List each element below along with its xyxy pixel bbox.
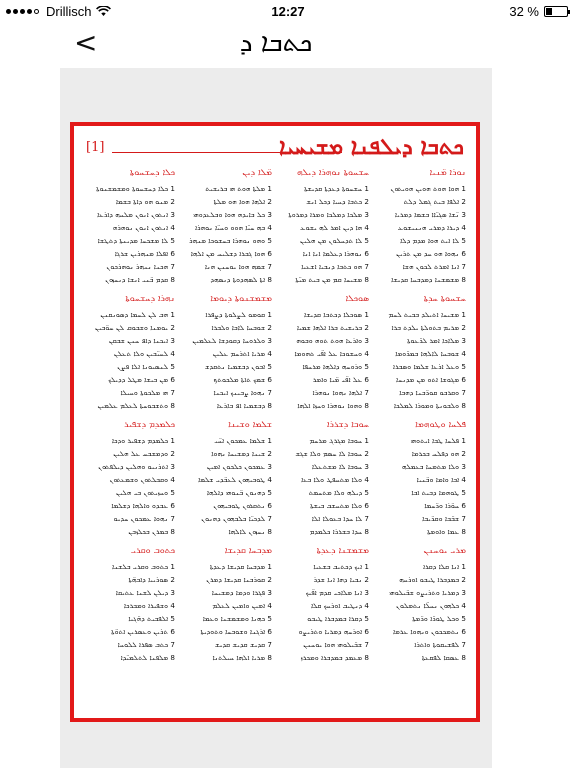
section-entry: 2 ܟܬܒܐ ܕܚܝܐ ܕܟܠ ܐܢܫ (306, 197, 369, 206)
section-entry: 6 ܚܘ̈ܪܐ ܘܪ̈ܚܡܐ (424, 501, 466, 510)
section-entry: 5 ܘܚܙܝܬܘܢ ܒܝ ܗܠܝܢ (115, 488, 175, 497)
section-entry: 2 ܣܘܪܝܝܐ ܕܐܒܗ̈ܬܐ (128, 575, 175, 584)
section-entry: 4 ܘܠܐ ܡܬܚܦܛ ܘܠܐ ܒܥܐ (301, 475, 369, 484)
section-entry: 7 ܗܟܢܐ ܢܢܗܪ ܢܘܗܪܟܘܢ (106, 262, 175, 271)
section-entry: 3 ܚܘܒܐ ܠܐ ܡܫܬܥܠܐ (311, 462, 369, 471)
battery-icon (544, 6, 568, 17)
section-entry: 8 ܢܚܙܘܢ ܠܐܠܗܐ (228, 527, 272, 536)
section-entry: 1 ܩܘܡܘ ܠܨܠܘܬܐ ܕܨܦܪܐ (205, 310, 272, 319)
section-title: ܣܘܟܠܐ (345, 294, 369, 304)
section-entry: 1 ܡܫܝܚܐ ܐܬܝܠܕ ܒܒܝܬ ܠܚܡ (388, 310, 466, 319)
section (181, 166, 272, 286)
section-entry: 4 ܒܗ ܚܝ̈ܐ ܗܘܘ ܘܚܝ̈ܐ ܢܘܗܪܐ (195, 223, 272, 232)
section-entry: 3 ܕܝܠܢ ܠܫܢܐ ܥܬܝܩܐ (115, 588, 175, 597)
section-entry: 6 ܘܠܐ ܡܬܚܫܒ ܒܝܫܬܐ (310, 501, 369, 510)
section-entry: 3 ܐܬܪܢܝܘ ܘܗܠܝܢ ܕܝܠܦܬܘܢ (98, 462, 175, 471)
section-entry: 4 ܕܝܪܐ ܕܡܪܝ ܗܢܢܝܫܘܥ (397, 223, 466, 232)
section-entry: 2 ܒܡܕܒܪܐ ܛܝܒܘ ܐܘܪܚܗ (399, 575, 466, 584)
section-entry: 7 ܐܢܐ ܐܡܪܬ ܠܟܘܢ ܗܫܐ (402, 262, 466, 271)
section-entry: 1 ܟܠܐ ܕܚܫܚܘܬܐ ܘܡܫܡܫܢܘܬܐ (96, 184, 175, 193)
section-entry: 7 ܫܒ̈ܝܠܘܗܝ ܗܘܐ ܝܘܚܢܢ (303, 640, 369, 649)
section-entry: 1 ܟܠܡܕܡ ܕܫܦܝܪ ܘܕܟܐ (111, 436, 175, 445)
section-entry: 7 ܫܒ̈ܒܐ ܘܩܪ̈ܝܒܐ (422, 514, 466, 523)
page-header (78, 130, 472, 166)
section-entry: 5 ܠܐ ܬܕܚܠܘܢ ܡܢ ܗܠܝܢ (300, 236, 369, 245)
section-title: ܟܠܡܕܡ ܕܫܦܝܪ (124, 420, 175, 430)
section-entry: 8 ܩܕܡ ܒ̈ܢܝ ܐܢܫܐ ܕܢܚܙܘܢ (105, 275, 175, 284)
section (181, 418, 272, 538)
section (375, 292, 466, 412)
section-entry: 8 ܥܣܩܐ ܠܦܩܥܬܐ (421, 653, 466, 662)
section-entry: 1 ܐܢܐ ܩܠܐ ܕܩܪܐ (423, 562, 466, 571)
section-entry: 3 ܦܓܪܐ ܘܕܡܐ ܕܡܫܝܚܐ (211, 588, 272, 597)
section-entry: 5 ܛܘܗܡܐ ܕܒܝܬ ܐܒܐ (411, 488, 466, 497)
section-entry: 3 ܡܠܐܟܐ ܐܡܪ ܠܪ̈ܥܘܬܐ (407, 336, 466, 345)
section-entry: 4 ܠܚܝ̈ܒܝܢ ܘܠܐ ܬܥܠܢ (113, 349, 175, 358)
section-entry: 1 ܐܝܟ ܕܟܬܝܒ ܒܫܥܝܐ (313, 562, 369, 571)
section-entry: 7 ܠܦܫܝܩܘܬܐ ܘܐܬܪܐ (414, 640, 466, 649)
section-entry: 8 ܘܗܘܐ ܢܘܗܪܐ ܘܚܙܐ ܐܠܗܐ (297, 401, 369, 410)
section (181, 292, 272, 412)
section-entry: 6 ܐܦܠܐ ܡܢܗܪܝܢ ܫܪܓܐ (114, 249, 175, 258)
section-entry: 4 ܫܘܒܚܐ ܠܐܠܗܐ ܒܡܪ̈ܘܡܐ (395, 349, 466, 358)
section-entry: 1 ܦܠܚܐ ܛܒܐ ܐܝܬܘܗܝ (410, 436, 466, 445)
section-entry: 6 ܬܪܝܢ ܘܥܣܪܝܢ ܐܬܘ̈ܬܐ (111, 627, 175, 636)
section-entry: 5 ܘܟܠ ܛܘܪ̈ܐ ܘܪ̈ܡܬܐ (412, 614, 466, 623)
section-entry: 6 ܐܘܪܚܗ ܕܡܪܝܐ ܘܬܪܝܨܘ (298, 627, 369, 636)
section-entry: 7 ܠܕܟܝ̈ܐ ܒܠܒܗܘܢ ܕܗܢܘܢ (201, 514, 272, 523)
section-entry: 8 ܐܬܐ ܠܣܗܕܘܬܐ ܕܢܣܗܕ (210, 275, 272, 284)
section-entry: 1 ܗܘܐ ܗܘܬ ܗܘܝܢ ܗܘܝܬܘܢ (390, 184, 466, 193)
section-entry: 3 ܕܡܪܝܐ ܘܬܪܝܨܘ ܫܒ̈ܝܠܘܗܝ (389, 588, 466, 597)
section-title: ܡܫܡܫܢܘܬܐ ܕܝܘܡܐ (210, 294, 272, 304)
section-entry: 5 ܕܩܪܐ ܒܡܕܒܪܐ ܛܝܒܘ (307, 614, 369, 623)
section-entry: 7 ܢܗܘܐ ܥܡܟܘܢ ܚܕܝܘ (113, 514, 175, 523)
section-entry: 4 ܘܚܫܘܟܐ ܥܠ ܐܦ̈ܝ ܬܗܘܡܐ (294, 349, 369, 358)
section (181, 544, 272, 664)
section-entry: 1 ܟܬܘܒ ܘܩܪܝ ܒܠܫܢܐ (111, 562, 175, 571)
section-entry: 5 ܘܥܠ ܐܪܥܐ ܫܠܡܐ ܘܣܒܪܐ (393, 362, 466, 371)
section-entry: 4 ܗܐ ܕܝܢ ܐܡܪ ܠܗ ܝܫܘܥ (300, 223, 369, 232)
section-entry: 2 ܡܪܝܡ ܒܬܘܠܬܐ ܝܠܕܬ ܒܪܐ (391, 323, 466, 332)
section-entry: 4 ܘܩܒܠܬܘܢ ܘܫܡܥܬܘܢ (109, 475, 175, 484)
page-title: ܟܬܒܐ ܕܝܠܦܢܐ ܡܫܝܚܝܐ (279, 134, 464, 160)
navigation-bar (60, 22, 492, 68)
section-entry: 8 ܒܡܪܢ ܒܟܠܙܒܢ (128, 527, 175, 536)
section-entry: 4 ܘܫܦܝܪܐ ܘܡܒܪܟܐ (123, 601, 175, 610)
battery-percent: 32 % (509, 4, 539, 19)
section-entry: 7 ܢܗܘܐ ܨܒܝܢܟ ܐܝܟܢܐ (213, 388, 272, 397)
section-entry: 3 ܟܠ ܒܐܝܕܗ ܗܘܐ ܘܒܠܥܕܘܗܝ (193, 210, 272, 219)
section-entry: 8 ܥܡܐ ܘܐܘܡܬܐ (427, 527, 466, 536)
section (278, 544, 369, 664)
section-entry: 5 ܘܪܘܚܗ ܕܐܠܗܐ ܡܪܚܦܐ (302, 362, 369, 371)
section-entry: 3 ܡܠܟܐ ܕܡܠܟܐ ܘܡܪܐ ܕܡܪܘܬܐ (288, 210, 369, 219)
section-entry: 8 ܘܠܒܘܢܬܐ ܘܡܘܪܐ ܠܡܠܟܐ (393, 401, 466, 410)
carrier-name: Drillisch (46, 4, 92, 19)
section-title: ܡܪܝ ܝܘܚܢܢ (423, 546, 466, 556)
section-entry: 5 ܠܐ ܐܝܬ ܗܘܐ ܡܕܡ ܕܠܐ (400, 236, 466, 245)
section-entry: 1 ܫܠܡܐ ܥܡܟܘܢ ܐܚ̈ܝ (214, 436, 272, 445)
section-entry: 6 ܫܡܟ ܬܐܬܐ ܡܠܟܘܬܟ (213, 375, 272, 384)
section-entry: 8 ܡܫܡܫܢܐ ܕܡܕܒܚܐ ܩܕܝܫܐ (391, 275, 466, 284)
section (84, 166, 175, 286)
section-entry: 7 ܐܠܗܐ ܢܗܘܐ ܢܘܗܪܐ (312, 388, 369, 397)
section-title: ܡܕܒܚܐ ܩܕܝܫܐ (224, 546, 272, 556)
back-button[interactable]: < (74, 26, 98, 59)
section-title: ܢܘܪܐ ܡ̈ܢܝܐ (429, 168, 466, 178)
section-entry: 1 ܚܘܒܐ ܡܓܪܓ ܡܪܚܡ (309, 436, 369, 445)
section-entry: 4 ܟܠܗܘܢ ܢܚܠ̈ܐ ܢܬܡܠܘܢ (396, 601, 466, 610)
status-right (509, 4, 568, 19)
section-entry: 7 ܫܡܗ ܗܘܐ ܝܘܚܢܢ ܗܢܐ (204, 262, 272, 271)
section-entry: 6 ܢܬܡܟܟܘܢ ܘܢܗܘܐ ܥܪܡܐ (392, 627, 466, 636)
section-entry: 5 ܠܐ ܡܫܟܚܐ ܡܕܝܢܬܐ ܕܬܛܫܐ (97, 236, 175, 245)
section-entry: 2 ܡܢܘ ܗܘ ܕܐܬܐ ܒܫܡܐ (115, 197, 175, 206)
section (375, 418, 466, 538)
section-entry: 4 ܛܘܒܝܗܘܢ ܠܥܒ̈ܕܝ ܫܠܡܐ (198, 475, 272, 484)
section-entry: 6 ܥܒܕܘ ܘܐܠܗܐ ܕܫܠܡܐ (111, 501, 175, 510)
section-entry: 4 ܡܪܝܐ ܐܬܪܚܡ ܥܠܝܢ (212, 349, 272, 358)
section-entry: 3 ܘܐܪܥܐ ܗܘܬ ܬܘܗ ܘܒܘܗ (296, 336, 369, 345)
section-entry: 7 ܘܩܪܒܘ ܩܘܪ̈ܒܢܐ ܕܗܒܐ (399, 388, 466, 397)
section (278, 418, 369, 538)
section-entry: 3 ܐܢܬܘܢ ܐܢܘܢ ܡܠܚܗ ܕܐܪܥܐ (97, 210, 175, 219)
section-entry: 2 ܩܘܪܒܢܐ ܩܕܝܫܐ ܕܡܪܢ (206, 575, 272, 584)
section-entry: 6 ܢܗܘܐ ܗܘ ܚܕ ܡܢ ܬܪܝܢ (396, 249, 466, 258)
section-entry: 5 ܕܝܠܗ ܘܠܐ ܡܬܚܡܬ (308, 488, 369, 497)
section-entry: 2 ܘܕܡܫܒܚ ܥܠ ܗܠܝܢ (113, 449, 175, 458)
sections-grid (78, 166, 472, 664)
section-entry: 7 ܠܐ ܚܕܐ ܒܥܘܠܐ ܐܠܐ (311, 514, 369, 523)
section-entry: 2 ܝܘܡܢܐ ܘܫܒܘܩ ܠܢ ܚܘ̈ܒܝܢ (94, 323, 175, 332)
section-entry: 2 ܫܘܒܚܐ ܠܐܒܐ ܘܠܒܪܐ (211, 323, 272, 332)
section-title: ܚܘܒܐ ܕܫܪܪܐ (327, 420, 369, 430)
section-entry: 5 ܘܗܘ ܢܘܗܪܐ ܒܚܫܘܟܐ ܡܢܗܪ (189, 236, 272, 245)
section (278, 166, 369, 286)
section-title: ܟܬܘܒ ܘܩܪܝ (130, 546, 175, 556)
status-bar (0, 0, 576, 22)
section-entry: 5 ܟܗܢܐ ܘܡܫܡܫܢܐ ܘܥܡܐ (202, 614, 272, 623)
section-entry: 3 ܘܠܐ ܡܬܡܚܐ ܒܥܡܠܗ (402, 462, 466, 471)
section-title: ܫܠܡܐ ܘܫܝܢܐ (228, 420, 272, 430)
section-entry: 2 ܗܘ ܕܦܠܚ ܒܟܪܡܐ (411, 449, 466, 458)
section-entry: 5 ܐܒܘܢ ܕܒܫܡܝܐ ܢܬܩܕܫ (204, 362, 272, 371)
section-entry: 4 ܐܡܝܢ ܘܐܡܝܢ ܠܥܠܡ (212, 601, 272, 610)
section-entry: 6 ܡܢ ܒܝܫܐ ܡܛܠ ܕܕܝܠܟ (108, 375, 175, 384)
section-title: ܡ̈ܠܐ ܕܝܢ (242, 168, 272, 178)
section-entry: 7 ܟܬܒ ܣܦܪܐ ܠܠܘܚܐ (117, 640, 175, 649)
section-entry: 7 ܗܘ ܟܬܒܐ ܕܢܒܝܐ ܐܫܥܝܐ (301, 262, 369, 271)
section-entry: 8 ܡܠܦܢܐ ܠܬܠܡܝ̈ܕܐ (120, 653, 175, 662)
section-entry: 4 ܐܢܬܘܢ ܐܢܘܢ ܢܘܗܪܗ (112, 223, 175, 232)
document-page[interactable] (70, 122, 480, 722)
section-entry: 2 ܒܪܝܫܝܬ ܒܪܐ ܐܠܗܐ ܫܡܝܐ (296, 323, 369, 332)
section-title: ܚܫܚܘܬܐ ܚܕܬܐ (423, 294, 466, 304)
section-title: ܡܫܡܫܢܐ ܕܥܕܬܐ (316, 546, 369, 556)
section-title: ܦܠܚܐ ܘܛܘܗܡܐ (415, 420, 466, 430)
section-entry: 8 ܚܕܐ ܒܫܪܪܐ ܟܠܡܕܡ (309, 527, 369, 536)
section-entry: 8 ܡܥܡܕ ܒܡܕܒܪܐ ܘܡܟܪܙ (300, 653, 369, 662)
section-entry: 6 ܢܘܗܪܐ ܕܥܠܡܐ ܐܢܐ ܐܢܐ (302, 249, 369, 258)
status-time: 12:27 (271, 4, 305, 19)
section-entry: 8 ܡܪܝܐ ܐܠܗܐ ܚܝܠܬܢܐ (212, 653, 272, 662)
section-entry: 6 ܥܠ ܐܦ̈ܝ ܡ̈ܝܐ ܘܐܡܪ (312, 375, 369, 384)
section-entry: 5 ܐܠܦܒܝܬ ܕܗ̈ܓܝܐ (128, 614, 175, 623)
section-entry: 7 ܗܝ ܡܠܟܘܬܐ ܘܚܝܠܐ (120, 388, 175, 397)
page-number: [1] (86, 140, 105, 155)
section-entry: 2 ܢܒܝܐ ܕܗܐ ܐܢܐ ܫܕܪ (313, 575, 369, 584)
section-entry: 3 ܘܠܪܘܚܐ ܕܩܘܕܫܐ ܠܥܠܡܝܢ (192, 336, 272, 345)
section-entry: 3 ܐܝܟܢܐ ܕܐܦ ܚܢܢ ܫܒܩܢ (108, 336, 175, 345)
section-entry: 3 ܐܢܐ ܡܠܐܟܝ ܩܕܡ ܐܦ̈ܝܟ (305, 588, 369, 597)
section-entry: 1 ܚܫܚܘܬܐ ܕܥܕܬܐ ܩܕܝܫܬܐ (304, 184, 369, 193)
section (84, 418, 175, 538)
section (375, 166, 466, 286)
section (375, 544, 466, 664)
section-entry: 5 ܠܢܣܝܘܢܐ ܐܠܐ ܦܨܢ (117, 362, 175, 371)
section-entry: 6 ܡܓܘܫܐ ܐܬܘ ܡܢ ܡܕܢܚܐ (396, 375, 466, 384)
section-title: ܢܗܪܐ ܕܚܫܚܘܬܐ (125, 294, 175, 304)
section-entry: 2 ܐܠܗܐ ܗܘܐ ܗܘ ܡܠܬܐ (213, 197, 272, 206)
section-title: ܟܠܐ ܕܚܫܚܘܬܐ (129, 168, 175, 178)
section-entry: 8 ܡܫܝܚܐ ܩܡ ܡܢ ܒܝܬ ܡܝ̈ܬܐ (295, 275, 369, 284)
section-entry: 6 ܗܘܐ ܓܒܪܐ ܕܫܠܝܚ ܡܢ ܐܠܗܐ (190, 249, 272, 258)
section-entry: 2 ܚܘܒܐ ܠܐ ܚܣܡ ܘܠܐ ܫܓܫ (295, 449, 369, 458)
section-entry: 7 ܩܕܝܫ ܩܕܝܫ ܩܕܝܫ (214, 640, 272, 649)
section-entry: 3 ܥܡܟܘܢ ܟܠܟܘܢ ܐܡܝܢ (206, 462, 272, 471)
section-title: ܚܫܚܘܬܐ ܢܘܗܪܐ ܕܝܠܗ (296, 168, 369, 178)
section-entry: 1 ܡܠܬܐ ܗܘܬ ܗܝ ܒܪܝܫܝܬ (205, 184, 272, 193)
section-entry: 6 ܢܬܩܪܘܢ ܛܘܒܝܗܘܢ (213, 501, 272, 510)
section-entry: 8 ܕܒܫܡܝܐ ܐܦ ܒܐܪܥܐ (216, 401, 272, 410)
section (278, 292, 369, 412)
nav-title: ܟܬܒܐ ܕ (239, 28, 313, 58)
section (84, 292, 175, 412)
section-entry: 1 ܗܒ ܠܢ ܠܚܡܐ ܕܣܘܢܩܢܢ (100, 310, 175, 319)
section-entry: 3 ܢ̈ܫܐ ܣܓܝ̈ܐܐ ܒܫܡܐ ܕܡܪܝܐ (394, 210, 466, 219)
section-entry: 1 ܡܕܒܚܐ ܩܕܝܫܐ ܕܥܕܬܐ (209, 562, 272, 571)
section-entry: 5 ܕܗܢܘܢ ܒ̈ܢܘܗܝ ܕܐܠܗܐ (206, 488, 272, 497)
section-entry: 8 ܘܬܫܒܘܚܬܐ ܠܥܠܡ ܥܠܡܝܢ (97, 401, 175, 410)
section (84, 544, 175, 664)
section-entry: 2 ܐܠܦܐ ܒܝܬ ܓܡܠ ܕܠܬ (403, 197, 466, 206)
section-entry: 4 ܐܒܐ ܘܐܡܐ ܘܒ̈ܢܝܐ (416, 475, 466, 484)
section-entry: 6 ܐܪܓܢܐ ܘܫܘܒܚܐ ܘܬܘܕܝܬܐ (200, 627, 272, 636)
section-entry: 4 ܕܢܛܝܒ ܐܘܪܚܟ ܩܠܐ (310, 601, 369, 610)
section-entry: 1 ܣܘܟܠܐ ܕܟܬܒܐ ܩܕܝܫܐ (304, 310, 369, 319)
section-entry: 2 ܫܝܢܐ ܕܡܫܝܚܐ ܢܗܘܐ (211, 449, 272, 458)
